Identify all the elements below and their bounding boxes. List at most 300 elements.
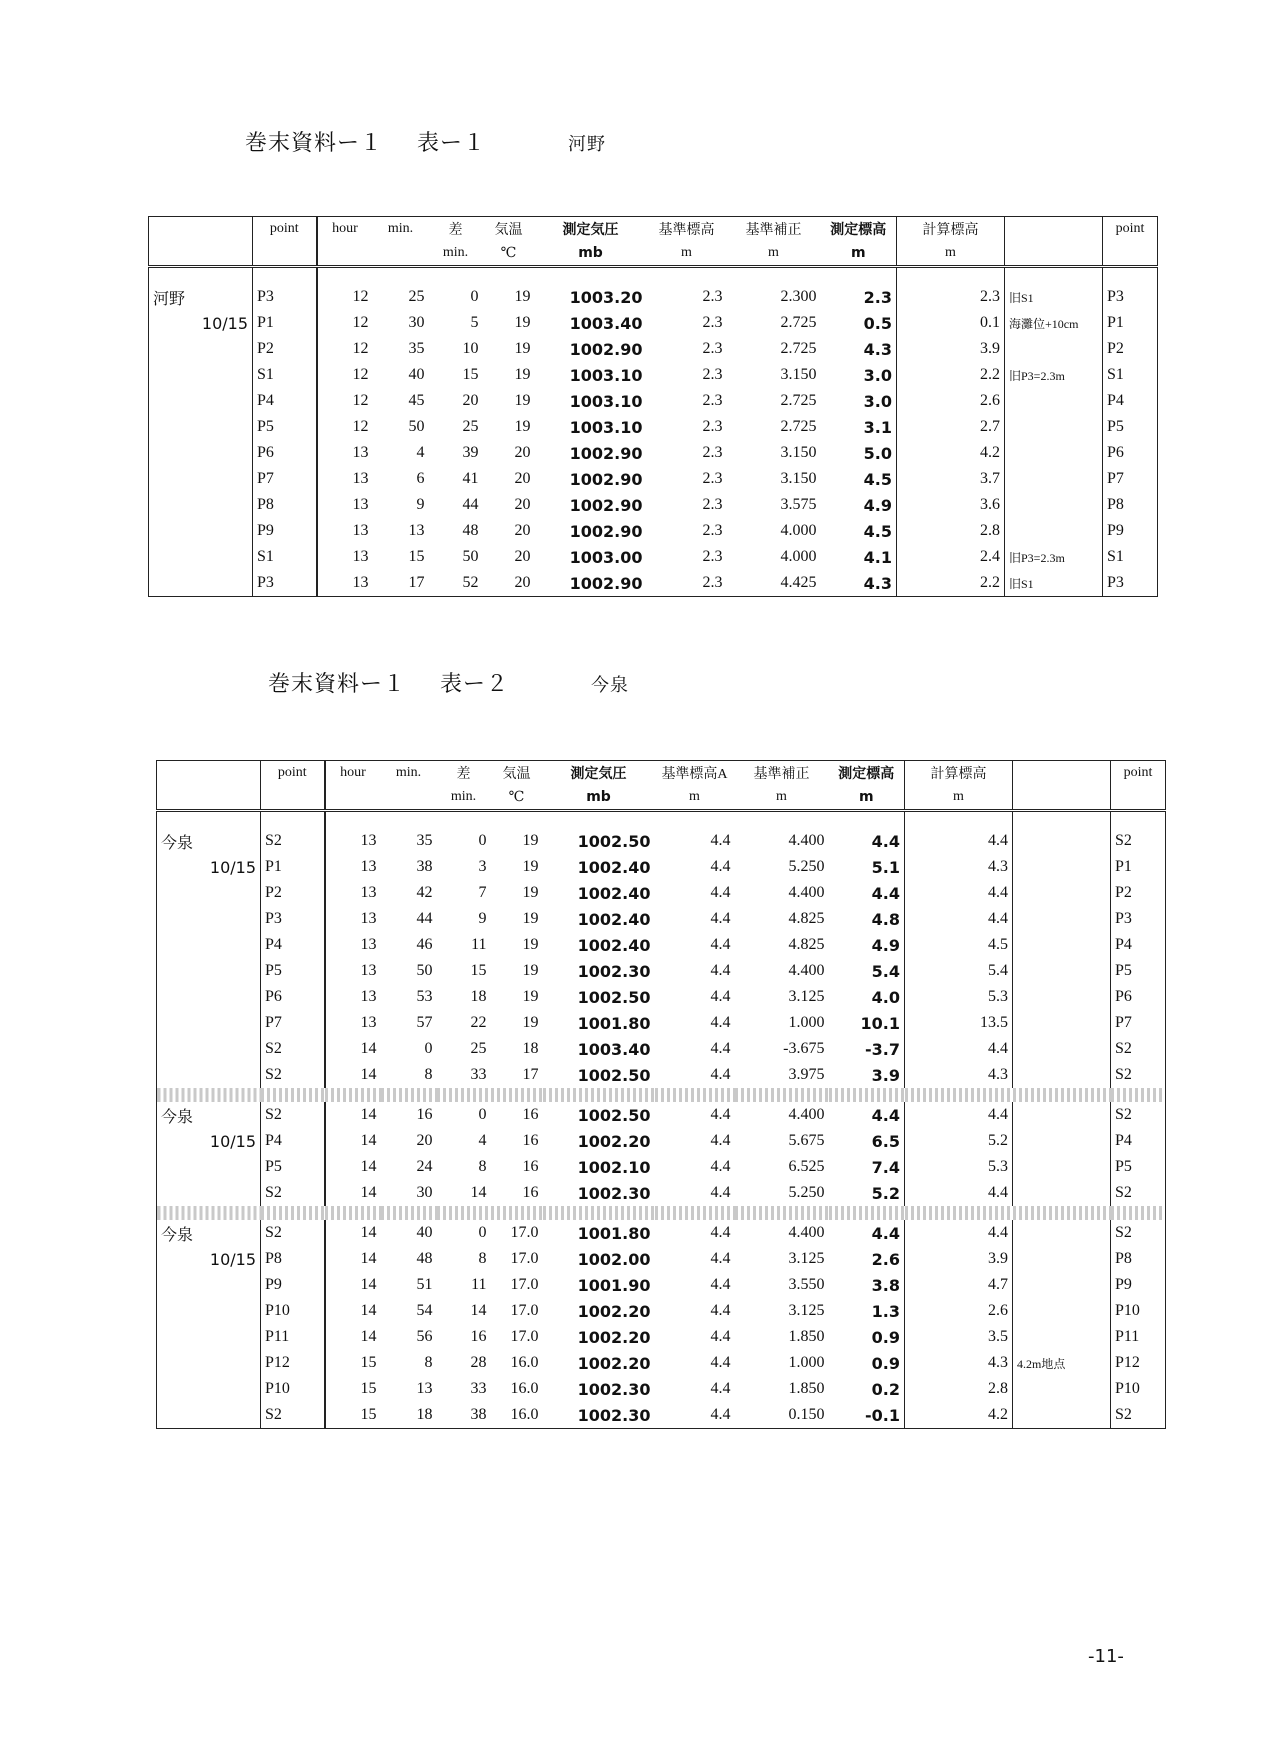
cell-meas: -3.7	[865, 1039, 900, 1059]
cell-temp: 19	[522, 962, 539, 979]
cell-hour: 13	[325, 906, 381, 932]
cell-diff: 33	[470, 1066, 487, 1083]
separator-cell	[491, 1088, 543, 1102]
column-header: 基準補正	[745, 223, 802, 238]
cell-calc: 4.3	[905, 854, 1013, 880]
separator-cell	[1111, 1206, 1166, 1220]
cell-corr: 5.250	[788, 858, 825, 875]
cell-hour: 12	[317, 310, 373, 336]
spacer-cell	[535, 267, 647, 285]
column-header: point	[253, 217, 317, 242]
column-header: m	[897, 241, 1005, 267]
cell-pressure: 1002.40	[577, 909, 651, 929]
cell-calc: 5.3	[905, 984, 1013, 1010]
cell-point: P2	[261, 880, 325, 906]
cell-calc: 2.6	[905, 1298, 1013, 1324]
cell-pressure: 1001.90	[577, 1275, 651, 1295]
cell-temp: 16	[522, 1132, 539, 1149]
cell-corr: 3.150	[780, 470, 817, 487]
column-header: 気温	[494, 223, 523, 238]
cell-hour: 12	[317, 388, 373, 414]
cell-diff: 52	[462, 574, 479, 591]
cell-point: S2	[261, 1402, 325, 1429]
table-row	[157, 958, 1166, 984]
cell-temp: 19	[514, 314, 531, 331]
cell-corr: 1.850	[788, 1328, 825, 1345]
cell-point2: S2	[1111, 1220, 1166, 1246]
cell-calc: 5.4	[905, 958, 1013, 984]
cell-point: P1	[261, 854, 325, 880]
cell-point2: P8	[1111, 1246, 1166, 1272]
place-blank	[157, 1036, 261, 1062]
cell-meas: 2.3	[863, 287, 892, 307]
place-blank	[157, 906, 261, 932]
column-header: mb	[535, 241, 647, 267]
cell-temp: 16.0	[510, 1406, 539, 1423]
cell-calc: 2.8	[897, 518, 1005, 544]
section2-place: 今泉	[591, 675, 630, 696]
cell-meas: 5.0	[863, 443, 892, 463]
cell-meas: 5.1	[871, 857, 900, 877]
cell-pressure: 1002.20	[577, 1301, 651, 1321]
cell-meas: 4.4	[871, 1105, 900, 1125]
column-header: m	[655, 785, 735, 811]
section1-title-main: 巻末資料ー１	[245, 131, 384, 156]
cell-pressure: 1002.30	[577, 1379, 651, 1399]
cell-temp: 19	[514, 340, 531, 357]
cell-hour: 12	[317, 284, 373, 310]
cell-pressure: 1002.30	[577, 1405, 651, 1425]
cell-meas: 4.3	[863, 339, 892, 359]
cell-min: 51	[416, 1276, 433, 1293]
cell-hour: 14	[325, 1128, 381, 1154]
cell-base: 2.3	[702, 392, 723, 409]
cell-hour: 14	[325, 1298, 381, 1324]
place-blank	[149, 466, 253, 492]
cell-point: P10	[261, 1376, 325, 1402]
page-number: -11-	[1088, 1646, 1124, 1667]
cell-point: P6	[253, 440, 317, 466]
cell-pressure: 1002.50	[577, 1105, 651, 1125]
cell-diff: 50	[462, 548, 479, 565]
cell-corr: 3.125	[788, 988, 825, 1005]
cell-hour: 13	[325, 854, 381, 880]
cell-point: S2	[261, 1180, 325, 1206]
cell-note	[1013, 1062, 1111, 1088]
table-row	[149, 336, 1158, 362]
cell-calc: 4.4	[905, 1180, 1013, 1206]
cell-calc: 4.2	[897, 440, 1005, 466]
cell-pressure: 1002.90	[569, 495, 643, 515]
column-header: m	[829, 785, 905, 811]
table-row	[157, 1298, 1166, 1324]
cell-point: P7	[253, 466, 317, 492]
cell-point: P4	[261, 1128, 325, 1154]
place-label: 今泉	[161, 1106, 194, 1126]
cell-diff: 9	[478, 910, 487, 927]
cell-corr: 4.000	[780, 548, 817, 565]
cell-point: P8	[261, 1246, 325, 1272]
column-header	[1005, 241, 1103, 267]
cell-meas: 3.0	[863, 391, 892, 411]
spacer-cell	[543, 811, 655, 829]
cell-calc: 2.6	[897, 388, 1005, 414]
cell-note	[1013, 854, 1111, 880]
place-blank	[157, 1010, 261, 1036]
column-header: min.	[429, 241, 483, 267]
cell-base: 4.4	[710, 1328, 731, 1345]
cell-note	[1013, 1272, 1111, 1298]
cell-pressure: 1002.40	[577, 883, 651, 903]
table-row	[157, 1220, 1166, 1246]
column-header: min.	[395, 765, 422, 780]
cell-point2: P2	[1103, 336, 1158, 362]
cell-hour: 14	[325, 1154, 381, 1180]
cell-point2: P6	[1111, 984, 1166, 1010]
spacer-cell	[157, 811, 261, 829]
cell-meas: 4.0	[871, 987, 900, 1007]
place-label: 今泉	[161, 832, 194, 852]
cell-corr: 4.400	[788, 1224, 825, 1241]
cell-temp: 19	[514, 392, 531, 409]
cell-corr: 2.300	[780, 288, 817, 305]
cell-base: 2.3	[702, 366, 723, 383]
cell-calc: 4.3	[905, 1350, 1013, 1376]
cell-temp: 18	[522, 1040, 539, 1057]
cell-diff: 14	[470, 1302, 487, 1319]
section1-place: 河野	[568, 134, 607, 155]
cell-diff: 20	[462, 392, 479, 409]
cell-base: 2.3	[702, 314, 723, 331]
table-row	[149, 362, 1158, 388]
column-header: 基準標高	[658, 223, 715, 238]
cell-diff: 39	[462, 444, 479, 461]
cell-point2: P7	[1103, 466, 1158, 492]
cell-pressure: 1003.00	[569, 547, 643, 567]
cell-min: 40	[408, 366, 425, 383]
cell-base: 4.4	[710, 884, 731, 901]
cell-min: 50	[408, 418, 425, 435]
table-row	[157, 854, 1166, 880]
cell-point: S1	[253, 544, 317, 570]
column-header	[1103, 241, 1158, 267]
cell-temp: 19	[522, 936, 539, 953]
cell-hour: 13	[317, 492, 373, 518]
table-row	[149, 544, 1158, 570]
cell-point2: P4	[1111, 1128, 1166, 1154]
cell-corr: 3.150	[780, 444, 817, 461]
column-header: min.	[387, 221, 414, 236]
separator-cell	[157, 1088, 261, 1102]
place-blank	[157, 1402, 261, 1429]
column-header: hour	[325, 761, 381, 786]
cell-temp: 20	[514, 496, 531, 513]
cell-diff: 33	[470, 1380, 487, 1397]
cell-meas: 4.8	[871, 909, 900, 929]
cell-base: 2.3	[702, 470, 723, 487]
cell-diff: 18	[470, 988, 487, 1005]
cell-temp: 17.0	[510, 1276, 539, 1293]
spacer-cell	[381, 811, 437, 829]
cell-base: 2.3	[702, 548, 723, 565]
cell-meas: 5.2	[871, 1183, 900, 1203]
date-label: 10/15	[201, 313, 248, 333]
cell-pressure: 1002.30	[577, 1183, 651, 1203]
spacer-cell	[897, 267, 1005, 285]
separator-cell	[829, 1088, 905, 1102]
spacer-cell	[491, 811, 543, 829]
cell-pressure: 1002.90	[569, 521, 643, 541]
table-row	[149, 466, 1158, 492]
cell-temp: 16	[522, 1184, 539, 1201]
cell-calc: 2.8	[905, 1376, 1013, 1402]
cell-point2: P9	[1103, 518, 1158, 544]
cell-point2: P4	[1103, 388, 1158, 414]
cell-corr: 3.975	[788, 1066, 825, 1083]
cell-diff: 15	[470, 962, 487, 979]
separator-cell	[735, 1206, 829, 1220]
cell-pressure: 1002.40	[577, 935, 651, 955]
date-label: 10/15	[209, 857, 256, 877]
cell-min: 18	[416, 1406, 433, 1423]
cell-diff: 48	[462, 522, 479, 539]
cell-temp: 17.0	[510, 1224, 539, 1241]
cell-pressure: 1003.10	[569, 417, 643, 437]
column-header: 気温	[502, 767, 531, 782]
cell-pressure: 1002.10	[577, 1157, 651, 1177]
cell-temp: 16.0	[510, 1354, 539, 1371]
cell-base: 2.3	[702, 522, 723, 539]
header-row	[149, 241, 1158, 267]
cell-note: 4.2m地点	[1013, 1350, 1111, 1376]
cell-pressure: 1002.00	[577, 1249, 651, 1269]
cell-calc: 0.1	[897, 310, 1005, 336]
cell-min: 38	[416, 858, 433, 875]
table-row	[149, 518, 1158, 544]
cell-temp: 16	[522, 1158, 539, 1175]
cell-pressure: 1002.20	[577, 1353, 651, 1373]
cell-corr: 0.150	[788, 1406, 825, 1423]
cell-base: 4.4	[710, 1276, 731, 1293]
cell-min: 8	[424, 1354, 433, 1371]
header-blank	[149, 217, 253, 242]
cell-diff: 11	[471, 1276, 487, 1293]
cell-meas: 0.2	[871, 1379, 900, 1399]
table-row	[157, 1036, 1166, 1062]
cell-calc: 4.4	[905, 828, 1013, 854]
cell-meas: 2.6	[871, 1249, 900, 1269]
place-blank	[157, 880, 261, 906]
cell-meas: 4.4	[871, 831, 900, 851]
cell-hour: 13	[317, 466, 373, 492]
cell-corr: -3.675	[783, 1040, 825, 1057]
cell-hour: 12	[317, 414, 373, 440]
cell-point: P4	[261, 932, 325, 958]
header-blank	[157, 785, 261, 811]
cell-note: 旧P3=2.3m	[1005, 362, 1103, 388]
cell-hour: 14	[325, 1324, 381, 1350]
place-blank	[157, 1062, 261, 1088]
column-header	[325, 785, 381, 811]
cell-calc: 2.3	[897, 284, 1005, 310]
cell-hour: 14	[325, 1062, 381, 1088]
cell-base: 2.3	[702, 444, 723, 461]
column-header	[1005, 217, 1103, 242]
spacer-cell	[325, 811, 381, 829]
cell-meas: 0.9	[871, 1353, 900, 1373]
cell-min: 15	[408, 548, 425, 565]
cell-note	[1013, 828, 1111, 854]
cell-hour: 13	[317, 518, 373, 544]
cell-diff: 7	[478, 884, 487, 901]
column-header: m	[821, 241, 897, 267]
spacer-cell	[1005, 267, 1103, 285]
cell-point: P11	[261, 1324, 325, 1350]
place-blank	[157, 1350, 261, 1376]
cell-note	[1013, 880, 1111, 906]
cell-point: P9	[253, 518, 317, 544]
cell-point2: S2	[1111, 1180, 1166, 1206]
cell-point: S2	[261, 1062, 325, 1088]
cell-calc: 3.6	[897, 492, 1005, 518]
cell-calc: 5.2	[905, 1128, 1013, 1154]
cell-base: 4.4	[710, 1158, 731, 1175]
cell-pressure: 1002.90	[569, 339, 643, 359]
cell-min: 50	[416, 962, 433, 979]
cell-corr: 3.150	[780, 366, 817, 383]
cell-note	[1013, 1376, 1111, 1402]
table-row	[157, 1272, 1166, 1298]
cell-base: 4.4	[710, 1106, 731, 1123]
cell-meas: 3.9	[871, 1065, 900, 1085]
cell-meas: 4.9	[863, 495, 892, 515]
separator-cell	[261, 1206, 325, 1220]
column-header	[261, 785, 325, 811]
column-header: 計算標高	[897, 217, 1005, 242]
cell-temp: 19	[522, 858, 539, 875]
column-header: 測定気圧	[570, 766, 627, 782]
cell-min: 16	[416, 1106, 433, 1123]
cell-temp: 19	[514, 418, 531, 435]
cell-base: 4.4	[710, 1184, 731, 1201]
cell-meas: 0.9	[871, 1327, 900, 1347]
cell-hour: 13	[325, 1010, 381, 1036]
spacer-cell	[727, 267, 821, 285]
cell-corr: 2.725	[780, 340, 817, 357]
cell-diff: 8	[478, 1158, 487, 1175]
cell-hour: 14	[325, 1272, 381, 1298]
cell-note	[1013, 1102, 1111, 1128]
cell-hour: 13	[325, 932, 381, 958]
header-blank	[149, 241, 253, 267]
column-header: m	[647, 241, 727, 267]
cell-diff: 0	[478, 832, 487, 849]
cell-note	[1013, 1010, 1111, 1036]
cell-min: 48	[416, 1250, 433, 1267]
cell-base: 2.3	[702, 418, 723, 435]
table-row	[157, 984, 1166, 1010]
cell-point: P4	[253, 388, 317, 414]
cell-corr: 6.525	[788, 1158, 825, 1175]
cell-min: 9	[416, 496, 425, 513]
cell-point2: P3	[1111, 906, 1166, 932]
separator-cell	[1111, 1088, 1166, 1102]
place-label: 今泉	[161, 1224, 194, 1244]
cell-calc: 3.5	[905, 1324, 1013, 1350]
place-blank	[157, 932, 261, 958]
cell-point2: P7	[1111, 1010, 1166, 1036]
cell-base: 4.4	[710, 1354, 731, 1371]
separator-cell	[157, 1206, 261, 1220]
column-header: 基準補正	[753, 767, 810, 782]
cell-point2: P8	[1103, 492, 1158, 518]
table-row	[157, 932, 1166, 958]
cell-point2: P5	[1103, 414, 1158, 440]
section2-title	[268, 667, 629, 698]
date-label: 10/15	[209, 1131, 256, 1151]
cell-point2: P2	[1111, 880, 1166, 906]
cell-calc: 4.4	[905, 906, 1013, 932]
cell-point2: P1	[1111, 854, 1166, 880]
cell-hour: 14	[325, 1246, 381, 1272]
cell-pressure: 1001.80	[577, 1223, 651, 1243]
table-row	[149, 440, 1158, 466]
cell-note	[1013, 1324, 1111, 1350]
cell-point2: S1	[1103, 544, 1158, 570]
table-row	[149, 570, 1158, 597]
column-header: 測定標高	[830, 222, 887, 238]
cell-min: 54	[416, 1302, 433, 1319]
cell-base: 4.4	[710, 832, 731, 849]
cell-temp: 19	[522, 832, 539, 849]
cell-corr: 4.400	[788, 962, 825, 979]
place-blank	[157, 1154, 261, 1180]
cell-note	[1013, 1402, 1111, 1429]
separator-cell	[905, 1088, 1013, 1102]
cell-point2: S2	[1111, 1102, 1166, 1128]
cell-diff: 8	[478, 1250, 487, 1267]
cell-min: 20	[416, 1132, 433, 1149]
cell-hour: 15	[325, 1350, 381, 1376]
cell-note	[1013, 1180, 1111, 1206]
spacer-row	[149, 267, 1158, 285]
separator-cell	[325, 1088, 381, 1102]
table-row	[157, 828, 1166, 854]
cell-point: S1	[253, 362, 317, 388]
column-header	[1013, 761, 1111, 786]
cell-base: 4.4	[710, 1406, 731, 1423]
cell-pressure: 1003.40	[577, 1039, 651, 1059]
cell-meas: 4.5	[863, 521, 892, 541]
cell-diff: 25	[470, 1040, 487, 1057]
separator-cell	[491, 1206, 543, 1220]
cell-point: P12	[261, 1350, 325, 1376]
cell-diff: 0	[478, 1106, 487, 1123]
spacer-cell	[829, 811, 905, 829]
table-row	[157, 1402, 1166, 1429]
cell-point: P1	[253, 310, 317, 336]
cell-corr: 1.850	[788, 1380, 825, 1397]
cell-base: 2.3	[702, 574, 723, 591]
column-header: m	[727, 241, 821, 267]
cell-meas: -0.1	[865, 1405, 900, 1425]
cell-pressure: 1002.90	[569, 443, 643, 463]
column-header: 測定気圧	[562, 222, 619, 238]
cell-diff: 4	[478, 1132, 487, 1149]
cell-corr: 4.425	[780, 574, 817, 591]
cell-min: 53	[416, 988, 433, 1005]
cell-min: 24	[416, 1158, 433, 1175]
